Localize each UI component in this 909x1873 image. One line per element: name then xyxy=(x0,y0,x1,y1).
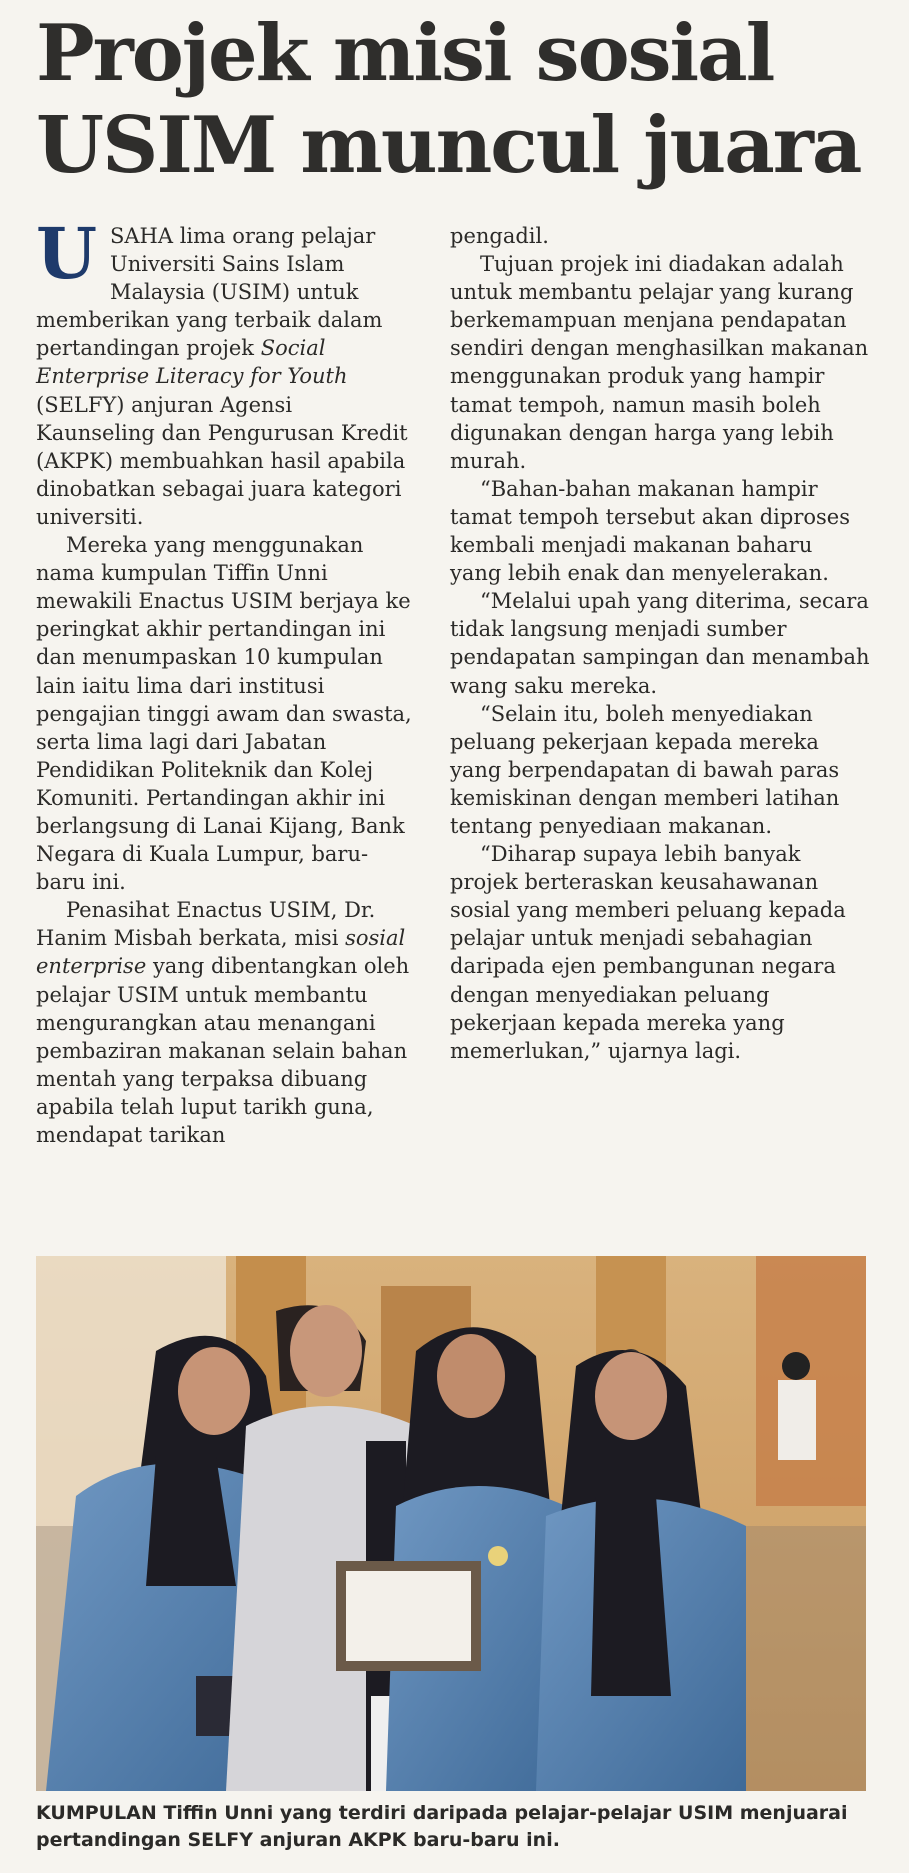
photo-caption: KUMPULAN Tiffin Unni yang terdiri daripada pelajar-pelajar USIM menjuarai pertandingan SELFY anjuran AKPK baru-baru ini. xyxy=(36,1802,848,1851)
article-paragraph-8: “Diharap supaya lebih banyak projek berteraskan keusahawanan sosial yang memberi peluang kepada pelajar untuk menjadi sebahagian daripada ejen pembangunan negara dengan menyediakan peluang pekerjaan kepada mereka yang memerlukan,” ujarnya lagi. xyxy=(450,842,846,1063)
article-paragraph-7: “Selain itu, boleh menyediakan peluang pekerjaan kepada mereka yang berpendapatan di bawah paras kemiskinan dengan memberi latihan tentang penyediaan makanan. xyxy=(450,701,840,838)
article-paragraph-3: Penasihat Enactus USIM, Dr. Hanim Misbah berkata, misi sosial enterprise yang dibentangkan oleh pelajar USIM untuk membantu mengurangkan atau menangani pembaziran makanan selain bahan mentah yang terpaksa dibuang apabila telah luput tarikh guna, mendapat tarikan xyxy=(36,898,410,1147)
headline-line-2: USIM muncul juara xyxy=(36,100,861,191)
headline-line-1: Projek misi sosial xyxy=(36,8,774,99)
drop-cap: U xyxy=(36,212,98,295)
article-paragraph-4: Tujuan projek ini diadakan adalah untuk membantu pelajar yang kurang berkemampuan menjana pendapatan sendiri dengan menghasilkan makanan menggunakan produk yang hampir tamat tempoh, namun masih boleh digunakan dengan harga yang lebih murah. xyxy=(450,252,869,473)
article-column-left xyxy=(36,212,414,1149)
headline xyxy=(36,8,876,192)
certificate xyxy=(346,1571,471,1661)
article-column-right xyxy=(450,222,870,1065)
article-paragraph-5: “Bahan-bahan makanan hampir tamat tempoh tersebut akan diproses kembali menjadi makanan baharu yang lebih enak dan menyelerakan. xyxy=(450,476,850,586)
ribbon-icon xyxy=(488,1546,508,1566)
article-paragraph-2: Mereka yang menggunakan nama kumpulan Tiffin Unni mewakili Enactus USIM berjaya ke peringkat akhir pertandingan ini dan menumpaskan 10 kumpulan lain iaitu lima dari institusi pengajian tinggi awam dan swasta, serta lima lagi dari Jabatan Pendidikan Politeknik dan Kolej Komuniti. Pertandingan akhir ini berlangsung di Lanai Kijang, Bank Negara di Kuala Lumpur, baru-baru ini. xyxy=(36,533,412,895)
article-paragraph-1: USAHA lima orang pelajar Universiti Sains Islam Malaysia (USIM) untuk memberikan yang terbaik dalam pertandingan projek Social Enterprise Literacy for Youth (SELFY) anjuran Agensi Kaunseling dan Pengurusan Kredit (AKPK) membuahkan hasil apabila dinobatkan sebagai juara kategori universiti. xyxy=(36,212,408,529)
group-photo xyxy=(36,1256,866,1791)
group-photo-illustration xyxy=(36,1256,866,1791)
article-paragraph-3-continued: pengadil. xyxy=(450,224,549,248)
article-paragraph-6: “Melalui upah yang diterima, secara tidak langsung menjadi sumber pendapatan sampingan dan menambah wang saku mereka. xyxy=(450,589,870,698)
